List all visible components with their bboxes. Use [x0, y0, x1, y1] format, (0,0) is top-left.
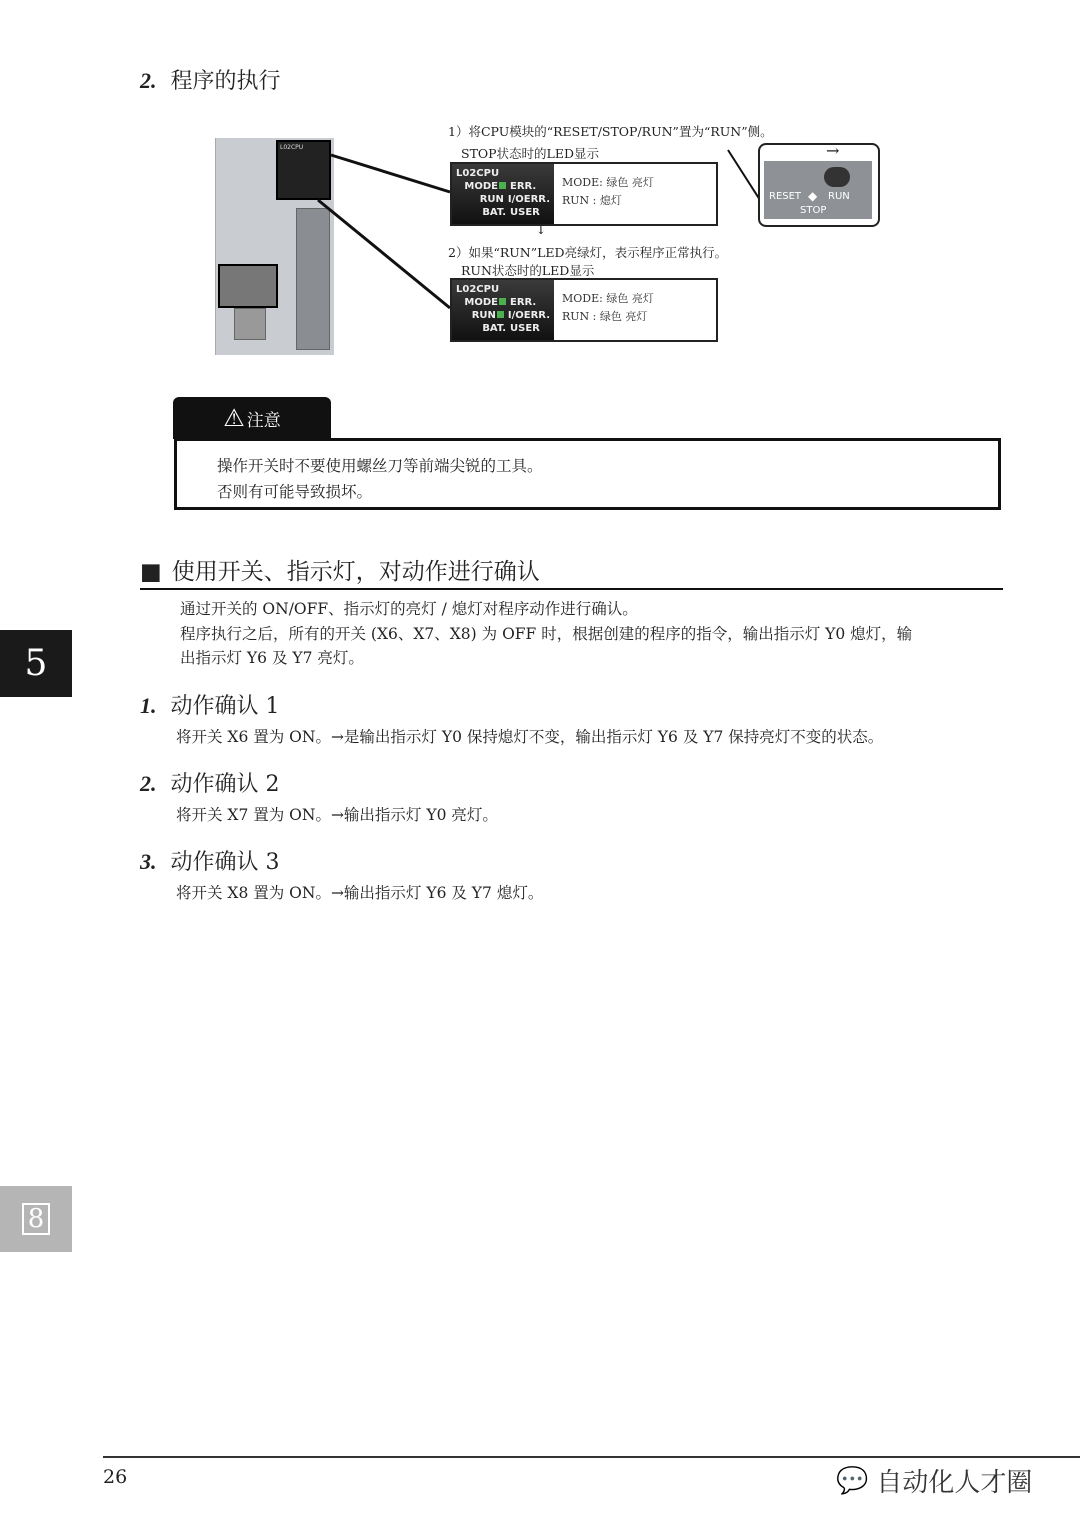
- led-label: USER: [510, 207, 540, 218]
- switch-knob: [824, 167, 850, 187]
- heading-title: 程序的执行: [170, 69, 281, 94]
- step-title: 动作确认 1: [170, 694, 280, 719]
- intro-line: 程序执行之后，所有的开关 (X6、X7、X8) 为 OFF 时，根据创建的程序的指令，输出指示灯 Y0 熄灯，输: [180, 624, 913, 643]
- step-title: 动作确认 3: [170, 850, 280, 875]
- led-label: RUN: [479, 194, 504, 205]
- step-number: 2.: [140, 771, 157, 796]
- stop-caption: STOP状态时的LED显示: [461, 146, 600, 161]
- led-panel: [452, 280, 554, 340]
- step-text: 将开关 X8 置为 ON。→输出指示灯 Y6 及 Y7 熄灯。: [176, 884, 544, 902]
- led-label: I/OERR.: [507, 194, 550, 205]
- step-heading: [140, 689, 280, 720]
- step-heading: [140, 767, 280, 798]
- led-desc: RUN : 绿色 亮灯: [562, 310, 648, 323]
- led-label: BAT.: [482, 323, 506, 334]
- led-on: [499, 298, 506, 305]
- step1-caption: 1）将CPU模块的“RESET/STOP/RUN”置为“RUN”侧。: [448, 124, 773, 139]
- led-desc: MODE: 绿色 亮灯: [562, 176, 654, 189]
- led-label: ERR.: [510, 297, 537, 308]
- section-intro: [180, 597, 912, 671]
- caution-box: [174, 438, 1001, 510]
- intro-line: 通过开关的 ON/OFF、指示灯的亮灯 / 熄灯对程序动作进行确认。: [180, 600, 638, 618]
- square-bullet-icon: ■: [140, 559, 162, 585]
- led-on: [499, 182, 506, 189]
- led-desc: MODE: 绿色 亮灯: [562, 292, 654, 305]
- led-label: BAT.: [482, 207, 506, 218]
- run-label: RUN: [828, 191, 850, 202]
- step-number: 3.: [140, 849, 157, 874]
- stop-label: STOP: [800, 205, 827, 216]
- watermark-text: 自动化人才圈: [876, 1468, 1033, 1498]
- led-label: MODE: [464, 297, 498, 308]
- switch-position-icon: ◆: [808, 189, 818, 203]
- page-number: 26: [103, 1466, 128, 1488]
- model-label: L02CPU: [456, 168, 500, 179]
- led-label: I/OERR.: [507, 310, 550, 321]
- led-label: USER: [510, 323, 540, 334]
- step-text: 将开关 X6 置为 ON。→是输出指示灯 Y0 保持熄灯不变，输出指示灯 Y6 及 Y7 保持亮灯不变的状态。: [176, 728, 884, 746]
- chapter-tab-current[interactable]: [0, 630, 72, 697]
- heading-number: 2.: [140, 68, 157, 93]
- caution-line: 操作开关时不要使用螺丝刀等前端尖锐的工具。: [217, 457, 543, 475]
- led-on: [497, 311, 504, 318]
- section-title: [140, 553, 1003, 590]
- reset-label: RESET: [769, 191, 802, 202]
- step-heading: [140, 845, 280, 876]
- watermark: [836, 1462, 1032, 1499]
- run-caption: RUN状态时的LED显示: [461, 263, 595, 278]
- step-text: 将开关 X7 置为 ON。→输出指示灯 Y0 亮灯。: [176, 806, 498, 824]
- run-led-box: [450, 278, 718, 342]
- right-arrow-icon: →: [826, 141, 840, 160]
- chapter-number: 5: [24, 643, 48, 684]
- wechat-icon: 💬: [836, 1465, 869, 1496]
- switch-callout: [758, 143, 880, 227]
- warning-icon: ⚠: [223, 404, 245, 432]
- led-panel: [452, 164, 554, 224]
- chapter-number: 8: [22, 1203, 51, 1235]
- down-arrow-icon: ↓: [535, 222, 547, 238]
- caution-line: 否则有可能导致损坏。: [217, 483, 373, 501]
- step-title: 动作确认 2: [170, 772, 280, 797]
- step-number: 1.: [140, 693, 157, 718]
- intro-line: 出指示灯 Y6 及 Y7 亮灯。: [180, 649, 364, 667]
- caution-tab: [173, 397, 331, 439]
- stop-led-box: [450, 162, 718, 226]
- footer-rule: [103, 1456, 1080, 1458]
- led-label: ERR.: [510, 181, 537, 192]
- led-label: MODE: [464, 181, 498, 192]
- model-label: L02CPU: [456, 284, 500, 295]
- chapter-tab-other[interactable]: [0, 1186, 72, 1252]
- led-desc: RUN : 熄灯: [562, 194, 622, 207]
- caution-title: 注意: [246, 410, 281, 431]
- step2-caption: 2）如果“RUN”LED亮绿灯，表示程序正常执行。: [448, 245, 728, 260]
- cpu-model: L02CPU: [280, 144, 304, 151]
- led-label: RUN: [471, 310, 496, 321]
- section-title-text: 使用开关、指示灯，对动作进行确认: [171, 559, 540, 585]
